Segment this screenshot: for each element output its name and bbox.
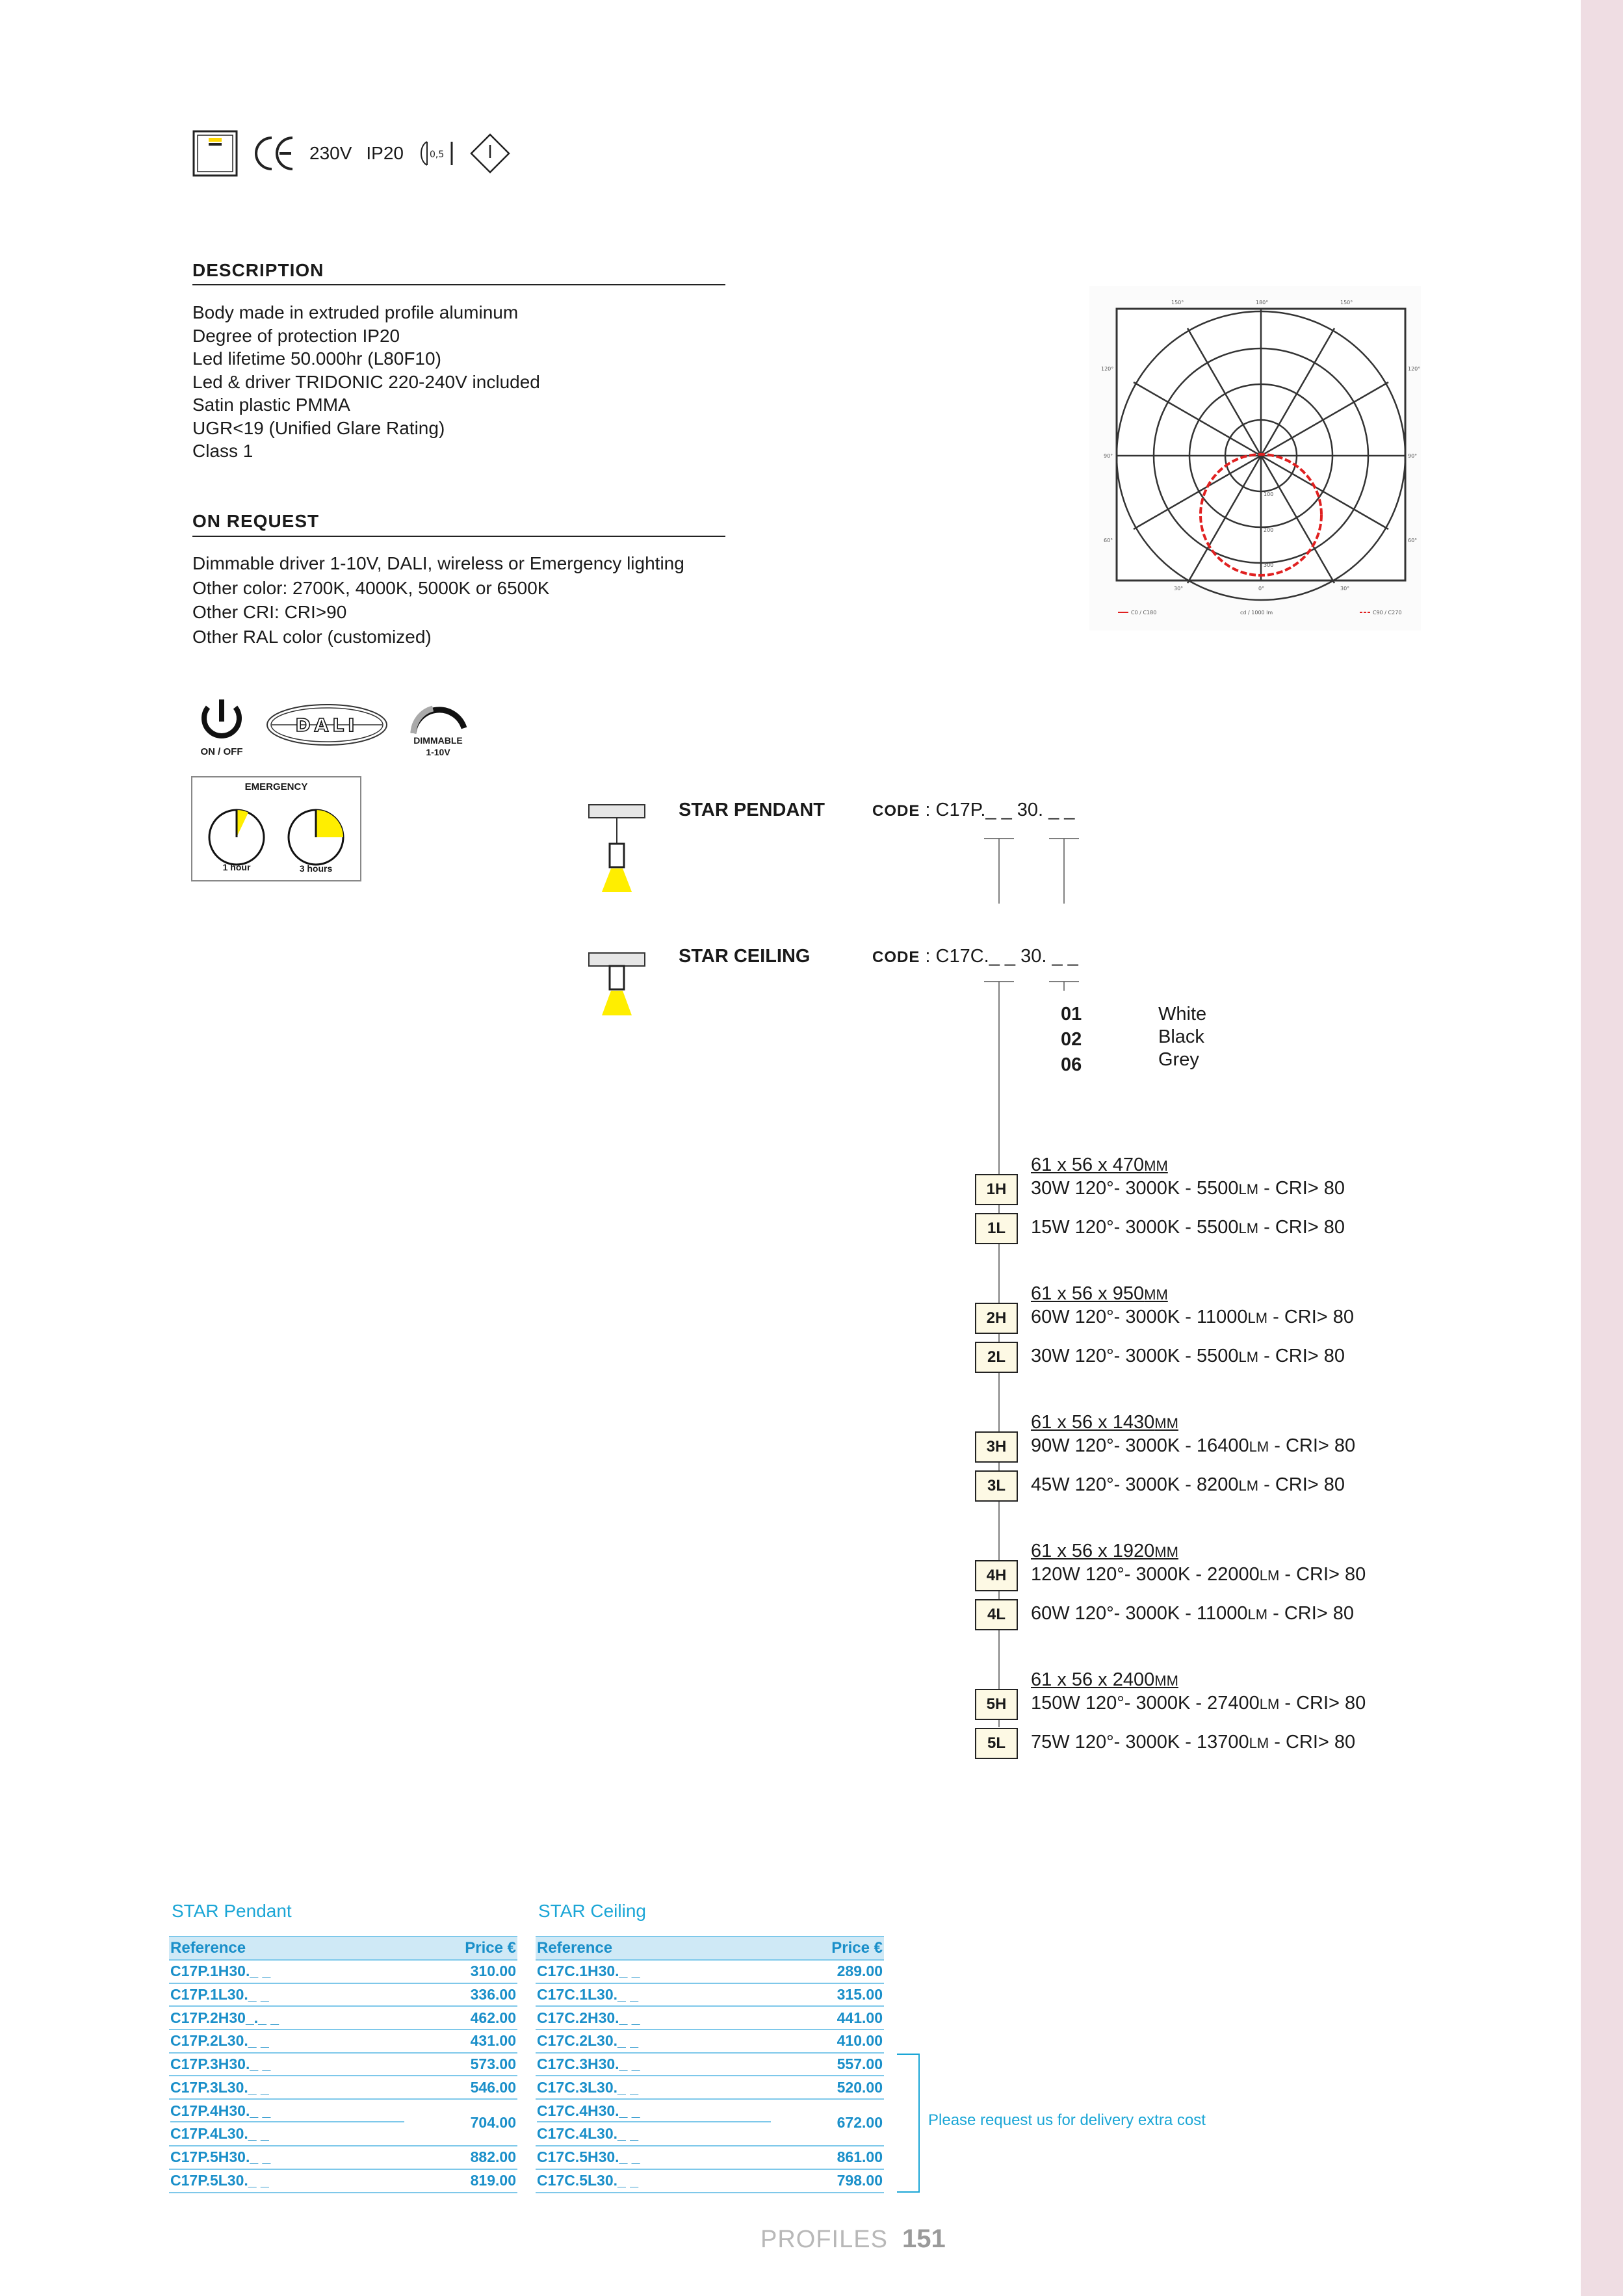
description-line: Led lifetime 50.000hr (L80F10) xyxy=(192,348,441,369)
col-reference: Reference xyxy=(536,1937,820,1960)
warning-diamond-icon xyxy=(469,132,512,175)
col-price: Price € xyxy=(820,1937,884,1960)
emergency-title: EMERGENCY xyxy=(244,781,308,792)
table-row: C17P.3H30._ _ 573.00 xyxy=(169,2053,517,2076)
ceiling-table-title: STAR Ceiling xyxy=(538,1901,646,1921)
table-row: C17P.1L30._ _ 336.00 xyxy=(169,1983,517,2007)
description-line: Satin plastic PMMA xyxy=(192,395,350,415)
emergency-1h-label: 1 hour xyxy=(222,862,251,872)
polar-left-label: 60° xyxy=(1104,538,1113,543)
option-badge: 3L xyxy=(975,1470,1018,1502)
table-row: C17C.2H30._ _ 441.00 xyxy=(536,2006,884,2029)
ceiling-name: STAR CEILING xyxy=(679,946,811,967)
option-size: 61 x 56 x 2400MM xyxy=(1031,1669,1178,1690)
col-price: Price € xyxy=(453,1937,517,1960)
polar-right-label: 60° xyxy=(1408,538,1418,543)
option-size: 61 x 56 x 950MM xyxy=(1031,1283,1168,1304)
option-spec: 45W 120°- 3000K - 8200LM - CRI> 80 xyxy=(1031,1474,1345,1495)
description-line: Class 1 xyxy=(192,441,253,461)
polar-legend-mid: cd / 1000 lm xyxy=(1240,610,1273,616)
dimmable-label-block xyxy=(403,735,473,758)
onoff-label: ON / OFF xyxy=(200,746,243,757)
polar-diagram xyxy=(1089,286,1421,631)
polar-bottom-label: 30° xyxy=(1340,586,1350,592)
table-row: C17P.5L30._ _ 819.00 xyxy=(169,2169,517,2193)
on-request-body xyxy=(192,551,684,649)
pendant-price-table xyxy=(169,1936,517,2193)
color-name: White xyxy=(1158,1004,1207,1024)
table-row: C17C.1H30._ _ 289.00 xyxy=(536,1960,884,1983)
color-name: Black xyxy=(1158,1026,1204,1047)
option-spec: 60W 120°- 3000K - 11000LM - CRI> 80 xyxy=(1031,1603,1355,1624)
option-spec: 60W 120°- 3000K - 11000LM - CRI> 80 xyxy=(1031,1307,1355,1327)
pendant-code xyxy=(872,800,1074,821)
table-row: C17P.5H30._ _ 882.00 xyxy=(169,2146,517,2169)
option-size: 61 x 56 x 1920MM xyxy=(1031,1541,1178,1561)
polar-right-label: 90° xyxy=(1408,453,1418,459)
table-row: C17P.1H30._ _ 310.00 xyxy=(169,1960,517,1983)
table-row: C17P.2H30_._ _ 462.00 xyxy=(169,2006,517,2029)
table-row: C17C.1L30._ _ 315.00 xyxy=(536,1983,884,2007)
polar-bottom-label: 0° xyxy=(1258,586,1265,592)
option-spec: 150W 120°- 3000K - 27400LM - CRI> 80 xyxy=(1031,1693,1366,1714)
polar-scale-label: 100 xyxy=(1264,491,1274,497)
polar-legend-right: C90 / C270 xyxy=(1373,610,1402,616)
color-options xyxy=(1061,1003,1082,1079)
color-name: Grey xyxy=(1158,1049,1199,1070)
table-row: C17C.5L30._ _ 798.00 xyxy=(536,2169,884,2193)
description-title: DESCRIPTION xyxy=(192,260,324,280)
pendant-table-title: STAR Pendant xyxy=(172,1901,292,1921)
option-badge: 5H xyxy=(975,1689,1018,1720)
certification-row xyxy=(192,130,512,177)
color-code: 06 xyxy=(1061,1054,1082,1075)
emergency-3h-label: 3 hours xyxy=(299,863,333,874)
on-request-line: Other RAL color (customized) xyxy=(192,626,432,647)
beam-value: 0,5 xyxy=(430,150,445,160)
option-badge: 1L xyxy=(975,1213,1018,1244)
on-request-title: ON REQUEST xyxy=(192,511,320,531)
option-spec: 30W 120°- 3000K - 5500LM - CRI> 80 xyxy=(1031,1178,1345,1199)
option-badge: 2H xyxy=(975,1303,1018,1334)
color-code: 01 xyxy=(1061,1004,1082,1024)
description-line: Body made in extruded profile aluminum xyxy=(192,302,519,322)
dali-text: DALI xyxy=(295,714,359,736)
option-badge: 2L xyxy=(975,1342,1018,1373)
ce-mark-icon xyxy=(252,134,295,173)
on-request-line: Dimmable driver 1-10V, DALI, wireless or Emergency lighting xyxy=(192,553,684,573)
on-request-line: Other color: 2700K, 4000K, 5000K or 6500K xyxy=(192,577,550,598)
voltage-label: 230V xyxy=(309,143,352,163)
emergency-1h-icon xyxy=(205,806,268,868)
emergency-3h-icon xyxy=(285,806,347,868)
polar-left-label: 90° xyxy=(1104,453,1113,459)
pendant-code-label: CODE xyxy=(872,802,920,820)
option-badge: 4H xyxy=(975,1560,1018,1591)
ceiling-code-label: CODE xyxy=(872,948,920,966)
ceiling-fixture-icon xyxy=(585,949,649,1017)
table-header-row xyxy=(169,1937,517,1960)
ceiling-code-value: : C17C._ _ 30. _ _ xyxy=(925,946,1078,967)
col-reference: Reference xyxy=(169,1937,453,1960)
on-request-line: Other CRI: CRI>90 xyxy=(192,602,347,622)
delivery-note: Please request us for delivery extra cost xyxy=(928,2111,1206,2129)
table-row: C17P.3L30._ _ 546.00 xyxy=(169,2076,517,2099)
dimmable-label: DIMMABLE xyxy=(413,735,463,746)
table-row: C17C.3H30._ _ 557.00 xyxy=(536,2053,884,2076)
polar-left-label: 120° xyxy=(1101,366,1114,372)
option-spec: 75W 120°- 3000K - 13700LM - CRI> 80 xyxy=(1031,1732,1356,1753)
polar-legend-left: C0 / C180 xyxy=(1131,610,1157,616)
option-size: 61 x 56 x 1430MM xyxy=(1031,1412,1178,1433)
dimmable-range: 1-10V xyxy=(426,747,450,757)
option-badge: 3H xyxy=(975,1431,1018,1463)
table-row: C17P.2L30._ _ 431.00 xyxy=(169,2029,517,2053)
polar-top-label: 180° xyxy=(1256,300,1269,306)
emergency-box xyxy=(191,776,361,881)
table-header-row xyxy=(536,1937,884,1960)
description-line: Led & driver TRIDONIC 220-240V included xyxy=(192,371,540,392)
color-names xyxy=(1158,1003,1206,1071)
table-row: C17P.4H30._ _ C17P.4L30._ _ 704.00 xyxy=(169,2099,517,2146)
table-row: C17C.2L30._ _ 410.00 xyxy=(536,2029,884,2053)
dali-icon xyxy=(265,702,389,748)
option-spec: 120W 120°- 3000K - 22000LM - CRI> 80 xyxy=(1031,1564,1366,1585)
polar-top-label: 150° xyxy=(1340,300,1353,306)
polar-scale-label: 200 xyxy=(1264,527,1274,533)
dimmable-icon xyxy=(407,702,469,735)
page-side-strip xyxy=(1581,0,1623,2296)
pendant-fixture-icon xyxy=(585,802,649,893)
option-spec: 90W 120°- 3000K - 16400LM - CRI> 80 xyxy=(1031,1435,1356,1456)
pendant-name: STAR PENDANT xyxy=(679,800,825,820)
option-badge: 1H xyxy=(975,1174,1018,1205)
table-row: C17C.3L30._ _ 520.00 xyxy=(536,2076,884,2099)
table-row: C17C.5H30._ _ 861.00 xyxy=(536,2146,884,2169)
beam-angle-icon xyxy=(418,139,454,168)
color-code: 02 xyxy=(1061,1029,1082,1050)
on-request-rule xyxy=(192,536,725,537)
delivery-bracket xyxy=(894,2053,927,2193)
description-rule xyxy=(192,284,725,285)
description-line: UGR<19 (Unified Glare Rating) xyxy=(192,417,445,438)
footer-section: PROFILES xyxy=(760,2226,888,2253)
description-body xyxy=(192,301,540,463)
ip-rating-label: IP20 xyxy=(366,143,404,163)
table-row: C17C.4H30._ _ C17C.4L30._ _ 672.00 xyxy=(536,2099,884,2146)
footer-page-number: 151 xyxy=(902,2224,946,2253)
option-spec: 30W 120°- 3000K - 5500LM - CRI> 80 xyxy=(1031,1346,1345,1366)
lamp-class-icon xyxy=(192,130,238,177)
pendant-code-value: : C17P._ _ 30. _ _ xyxy=(925,800,1075,820)
option-badge: 5L xyxy=(975,1728,1018,1759)
description-line: Degree of protection IP20 xyxy=(192,325,400,346)
option-spec: 15W 120°- 3000K - 5500LM - CRI> 80 xyxy=(1031,1217,1345,1238)
option-badge: 4L xyxy=(975,1599,1018,1630)
polar-bottom-label: 30° xyxy=(1174,586,1184,592)
polar-top-label: 150° xyxy=(1171,300,1184,306)
ceiling-price-table xyxy=(536,1936,884,2193)
option-size: 61 x 56 x 470MM xyxy=(1031,1155,1168,1175)
polar-scale-label: 300 xyxy=(1264,562,1274,568)
polar-right-label: 120° xyxy=(1408,366,1421,372)
